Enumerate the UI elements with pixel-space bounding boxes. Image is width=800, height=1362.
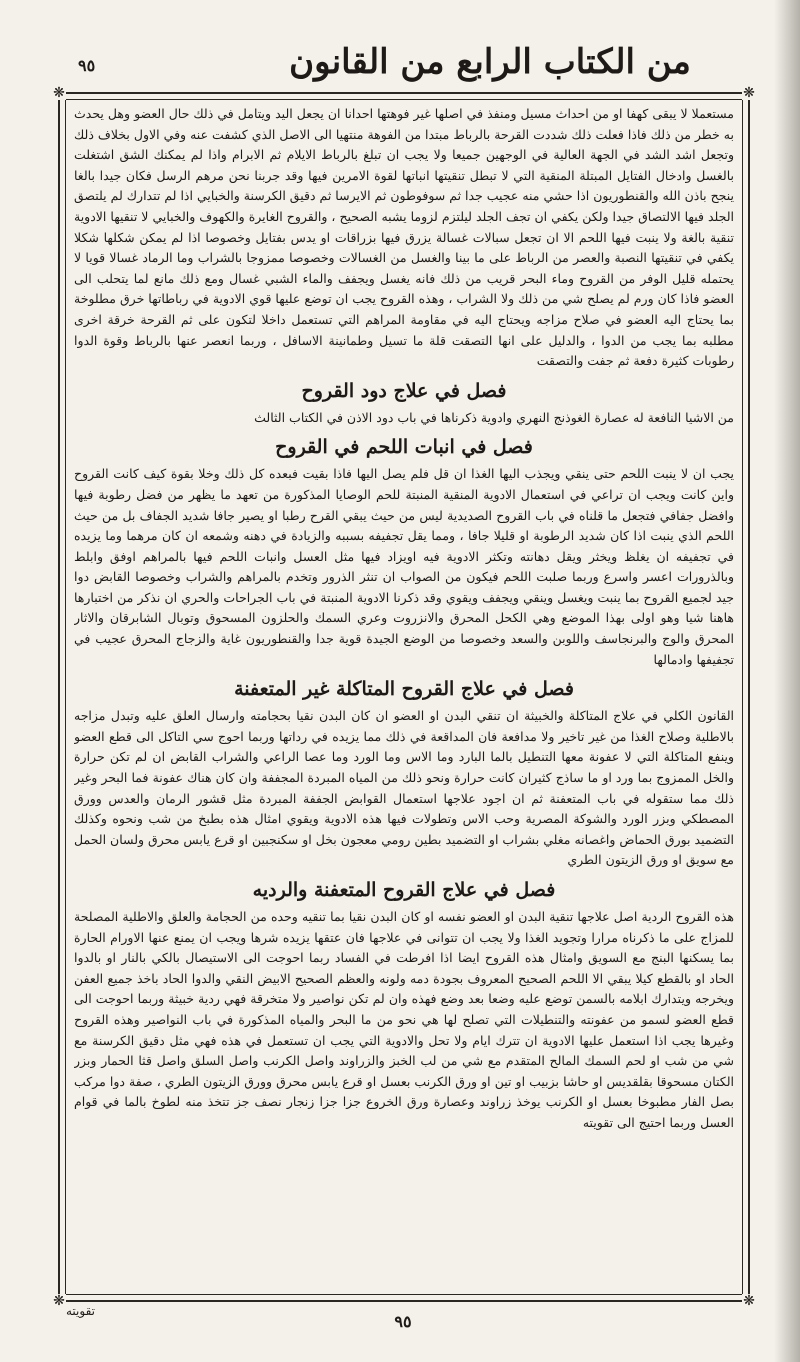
catchword: تقويته — [66, 1304, 96, 1318]
corner-ornament-icon: ❋ — [743, 1293, 755, 1309]
text-frame — [53, 85, 755, 1309]
paragraph: مستعملا لا يبقى كهفا او من احداث مسيل ومنفذ في اصلها غير فوهتها احدانا ان يجعل اليد ويتامل في ذلك حال العضو وهل يحدث به خطر من ذلك فاذا فعلت ذلك شددت القرحة بالرباط مبتدا من الفوهة منتهيا الى الاصل الذي كشفت عنه وفي الاول بخلاف ذلك وتجعل اشد الشد في الجهة العالية في الوجهين جميعا ولا يجب ان تبلغ بالرباط الايلام ثم الابرام واذا لم يمكنك الشق اشتغلت بالغسل وادخال الفتايل المبتلة المنقية التي لا تبطل تنقيتها انباتها لقوة الامرين فيها وقد جربنا نحن مرهم الرسل فكان جيدا بالغا ينجح باذن الله والقنطوريون اذا حشي منه عجيب جدا ثم سوفوطون ثم الايرسا ثم دقيق الكرسنة والخبايي اذا لم تتدارك لم يلتصق الجلد فيها الالتصاق جيدا ولكن يكفي ان تجف الجلد ليلتزم لزوما يشبه الصحيح ، والقروح الغايرة والكهوف والخبايي لا تنقيها الادوية تنقية بالغة ولا ينبت فيها اللحم الا ان تجعل سبالات غسالة يزرق فيها بزراقات او يدس بفتايل وخصوصا اذا لم يمكن شكلها شكلا يكفي في تنقيتها النصبة والعصر من الرباط على ما بينا والغسل من الغسالات وخصوصا ممزوجا بالشراب وما الرماد غسالا قويا لا يحتمله قليل الوفر من القروح وماء البحر قريب من ذلك فانه يغسل ويجفف والماء الشبي غسال ومع ذلك مانع لما يتحلب الى العضو فاذا كان ورم لم يصلح شي من ذلك ولا الشراب ، وهذه القروح يجب ان توضع عليها قوي الادوية في رباطاتها خرق مطلوخة بما يحتاج اليه العضو في صلاح مزاجه ويحتاج اليه في مقاومة المراهم التي تستعمل داخلا لتكون على ثم القرحة خرقة اخرى مطلبه بما يجب من الدوا ، والدليل على انها التصقت قلة ما تسيل وطمانينة الاسافل ، وربما انعصر عنها بالرباط وقوة الدوا رطوبات كثيرة دفعة ثم جفت والتصقت — [74, 106, 734, 369]
corner-ornament-icon: ❋ — [53, 1293, 65, 1309]
paragraph: هذه القروح الردية اصل علاجها تنقية البدن او العضو نفسه او كان البدن نقيا بما تنقيه وحده من الحجامة والعلق والاطلية المصلحة للمزاج على ما ذكرناه مرارا وتجويد الغذا ولا يجب ان تتوانى في علاجها فان عتقها يزيده شرها ويجب ان يمنع عنها الاورام الحارة بما يسكنها البنج مع السويق وامثال هذه القروح ايضا اذا افرطت في الفساد ربما احوجت الى الاستيصال بالكي بالنار او بالدوا الحاد او بالقطع كيلا يبقي الا اللحم الصحيح المعروف بجودة دمه ولونه والعظم الصحيح الابيض النقي والدوا الحاد باخذ جميع العفن ويخرجه ويتدارك ابلامه بالسمن توضع عليه وضعا بعد وضع فهذه وان لم تكن نواصير ولا متخرقة فهي ردية خبيثة وربما احوجت الى قطع العضو لسمو من عفونته والتنطيلات التي تصلح لها هي نحو من ما البحر والمياه المذكورة في باب النواصير وهذه القروح وغيرها يجب اذا استعمل عليها الادوية ان تترك ايام ولا تحل والادوية التي يجب ان تستعمل في هذه فهي مثل دقيق الكرسنة مع شي من شب او لحم السمك المالح المتقدم مع شي من لب الخبز والزراوند واصل الكرنب واصل السلق واصل قثا الحمار وبزر الكتان مسحوقا بقلقديس او حاشا بزبيب او تين او ورق الكرنب بعسل او قرع يابس محرق وورق الزيتون الطري ، صفة دوا مركب بصل الفار مطبوخا بعسل او الكرنب يوخذ زراوند وعصارة ورق الخروع جزا جزا زنجار نصف جز تتخذ منه لطوخ بالما في قوام العسل وربما احتيج الى تقويته — [74, 909, 734, 1130]
body-text — [74, 104, 734, 1290]
page-gutter-shadow — [774, 0, 800, 1362]
section-heading: فصل في علاج القروح المتعفنة والرديه — [252, 879, 556, 901]
paragraph: يجب ان لا ينبت اللحم حتى ينقي ويجذب اليها الغذا ان قل فلم يصل اليها فاذا بقيت فبعده كل ذلك وخلا بقوة كيف كانت القروح واين كانت ويجب ان تراعي في استعمال الادوية المنقية المنبتة للحم الوصايا المذكورة من تعهد ما يظهر من فضل رطوبة فيها وافضل جفافي فتجعل ما قلناه في باب القروح الصديدية ليس من حيث يبقي القرح رطبا او يصير جافا شديد الجفاف بل من حيث اللحم الذي ينبت اذا كان شديد الرطوبة او قليلا جافا ، ومما يقل تجفيفه بسببه والزيادة في دهنه وشمعه ان كان مرهما وما يزيده في تجفيفه ان يغلظ ويخثر ويقل دهانته وتكثر الادوية فيه اويزاد فيها مثل العسل وانبات اللحم فيها بالمراهم اوفق وابلط وبالذرورات اعسر واسرع وربما صلبت اللحم فيكون من الصواب ان تنثر الذرور وتخدم بالمراهم والشراب وخصوصا القابض دوا جيد لجميع القروح بما ينبت ويغسل وينقي ويجفف ويقوي وقد ذكرنا الادوية المنبتة في باب الجراحات والحري ان نذكر من اختبارها هاهنا شيا وهو اولى بهذا الموضع وهي الكحل المحرق والانزروت وعري السمك والحلزون المسحوق وتوبال الشابرقان والاثار المحرق والوج والبرنجاسف واللوبن والسعد وخصوصا من الوضع الجيدة قوية جدا والقنطوريون غاية والزجاج المحرق عجيب في تجفيفها وادمالها — [74, 466, 734, 667]
section-heading: فصل في انبات اللحم في القروح — [275, 436, 533, 459]
page-number-top: ٩٥ — [78, 56, 96, 75]
running-title: من الكتاب الرابع من القانون — [289, 42, 691, 82]
paragraph: من الاشيا النافعة له عصارة الغوذنج النهري وادوية ذكرناها في باب دود الاذن في الكتاب الثالث — [254, 409, 734, 425]
page-header — [60, 36, 760, 96]
section-heading: فصل في علاج القروح المتاكلة غير المتعفنة — [234, 678, 574, 701]
page-number-bottom: ٩٥ — [394, 1312, 412, 1331]
corner-ornament-icon: ❋ — [743, 85, 755, 101]
section-heading: فصل في علاج دود القروح — [301, 379, 507, 402]
paragraph: القانون الكلي في علاج المتاكلة والخبيثة ان تنقي البدن او العضو ان كان البدن نقيا بحجامته وارسال العلق عليه وتبدل مزاجه بالاطلية وصلاح الغذا من غير تاخير ولا مدافعة فان المداقعة في ذلك مما يزيده في رداتها وربما احوج سي التاكل الى قطع العضو وينفع المتاكلة التي لا عفونة معها التنطيل بالما البارد وما الاس وما الورد وما عصا الراعي والشراب القابض ان لم تكن حرارة والخل الممزوج بما ورد او ما ساذج كثيران كانت حرارة ونحو ذلك من المياه المبردة المجففة وان كان هناك عفونة فما البحر وغير ذلك مما ستقوله في باب المتعفنة ثم ان اجود علاجها استعمال القوابض الجففة المبردة مثل قشور الرمان والعدس وورق المصطكي وبزر الورد والشوكة المصرية وحب الاس وتطولات فيها هذه الادوية ويقوي امثال هذه بطبخ من شب ونحوه وكذلك التضميد بورق الحماض واغصانه مغلي بشراب او التضميد بطين رومي معجون بخل او سكنجبين او قرع يابس محرق ولسان الحمل مع سويق او ورق الزيتون الطري — [74, 708, 734, 868]
corner-ornament-icon: ❋ — [53, 85, 65, 101]
